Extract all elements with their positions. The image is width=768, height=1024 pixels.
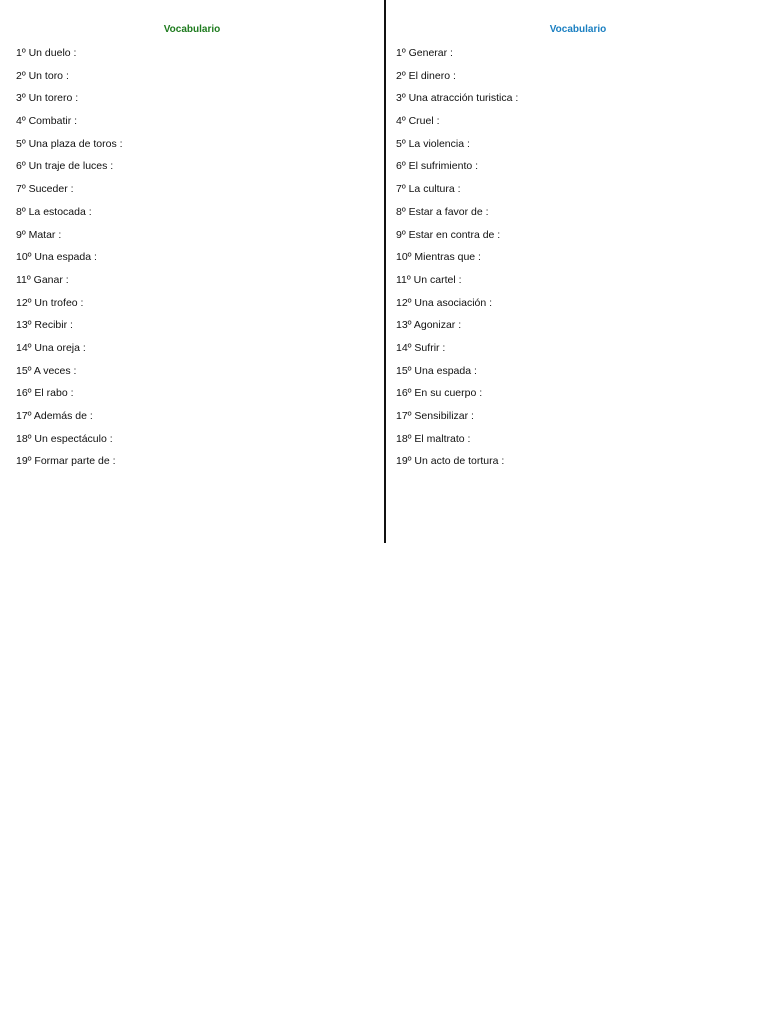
vocabulary-item: 8º La estocada :: [16, 205, 92, 218]
vocabulary-item: 5º Una plaza de toros :: [16, 137, 123, 150]
vocabulary-item: 6º Un traje de luces :: [16, 160, 114, 173]
vocabulary-item: 14º Una oreja :: [16, 341, 86, 354]
left-column-title: Vocabulario: [163, 24, 221, 35]
vocabulary-item: 4º Combatir :: [16, 115, 78, 128]
vocabulary-item: 4º Cruel :: [396, 115, 440, 128]
vocabulary-item: 15º Una espada :: [396, 364, 477, 377]
vocabulary-item: 7º La cultura :: [396, 183, 461, 196]
vocabulary-item: 10º Mientras que :: [396, 251, 481, 264]
vocabulary-item: 17º Sensibilizar :: [396, 410, 474, 422]
vocabulary-item: 9º Matar :: [16, 228, 62, 241]
vocabulary-item: 14º Sufrir :: [396, 341, 446, 354]
vocabulary-item: 2º Un toro :: [16, 69, 69, 82]
vocabulary-item: 1º Generar :: [396, 47, 453, 59]
vocabulary-item: 8º Estar a favor de :: [396, 205, 489, 218]
vocabulary-item: 7º Suceder :: [16, 183, 74, 196]
vocabulary-item: 13º Recibir :: [16, 319, 73, 332]
vocabulary-item: 11º Ganar :: [16, 273, 69, 286]
vocabulary-item: 9º Estar en contra de :: [396, 228, 501, 241]
vocabulary-item: 18º Un espectáculo :: [16, 432, 113, 445]
vocabulary-item: 2º El dinero :: [396, 69, 456, 82]
vocabulary-item: 3º Un torero :: [16, 92, 79, 105]
right-vocabulary-list: [396, 47, 518, 478]
vocabulary-item: 17º Además de :: [16, 410, 93, 422]
vocabulary-item: 12º Una asociación :: [396, 296, 493, 309]
vocabulary-item: 16º El rabo :: [16, 387, 74, 400]
right-column-title: Vocabulario: [549, 24, 607, 35]
vocabulary-item: 5º La violencia :: [396, 137, 470, 150]
left-vocabulary-list: [16, 47, 123, 478]
vocabulary-item: 18º El maltrato :: [396, 432, 471, 445]
vocabulary-item: 15º A veces :: [16, 364, 77, 377]
vocabulary-item: 10º Una espada :: [16, 251, 97, 264]
vocabulary-item: 6º El sufrimiento :: [396, 160, 479, 173]
vocabulary-item: 16º En su cuerpo :: [396, 387, 483, 400]
vocabulary-item: 19º Un acto de tortura :: [396, 455, 505, 468]
left-vocabulary-column: [0, 0, 384, 543]
vocabulary-item: 11º Un cartel :: [396, 273, 462, 286]
vocabulary-item: 1º Un duelo :: [16, 47, 77, 59]
vocabulary-item: 3º Una atracción turistica :: [396, 92, 519, 105]
vocabulary-item: 13º Agonizar :: [396, 319, 462, 332]
vocabulary-item: 12º Un trofeo :: [16, 296, 84, 309]
vocabulary-item: 19º Formar parte de :: [16, 455, 116, 468]
right-vocabulary-column: [386, 0, 768, 543]
